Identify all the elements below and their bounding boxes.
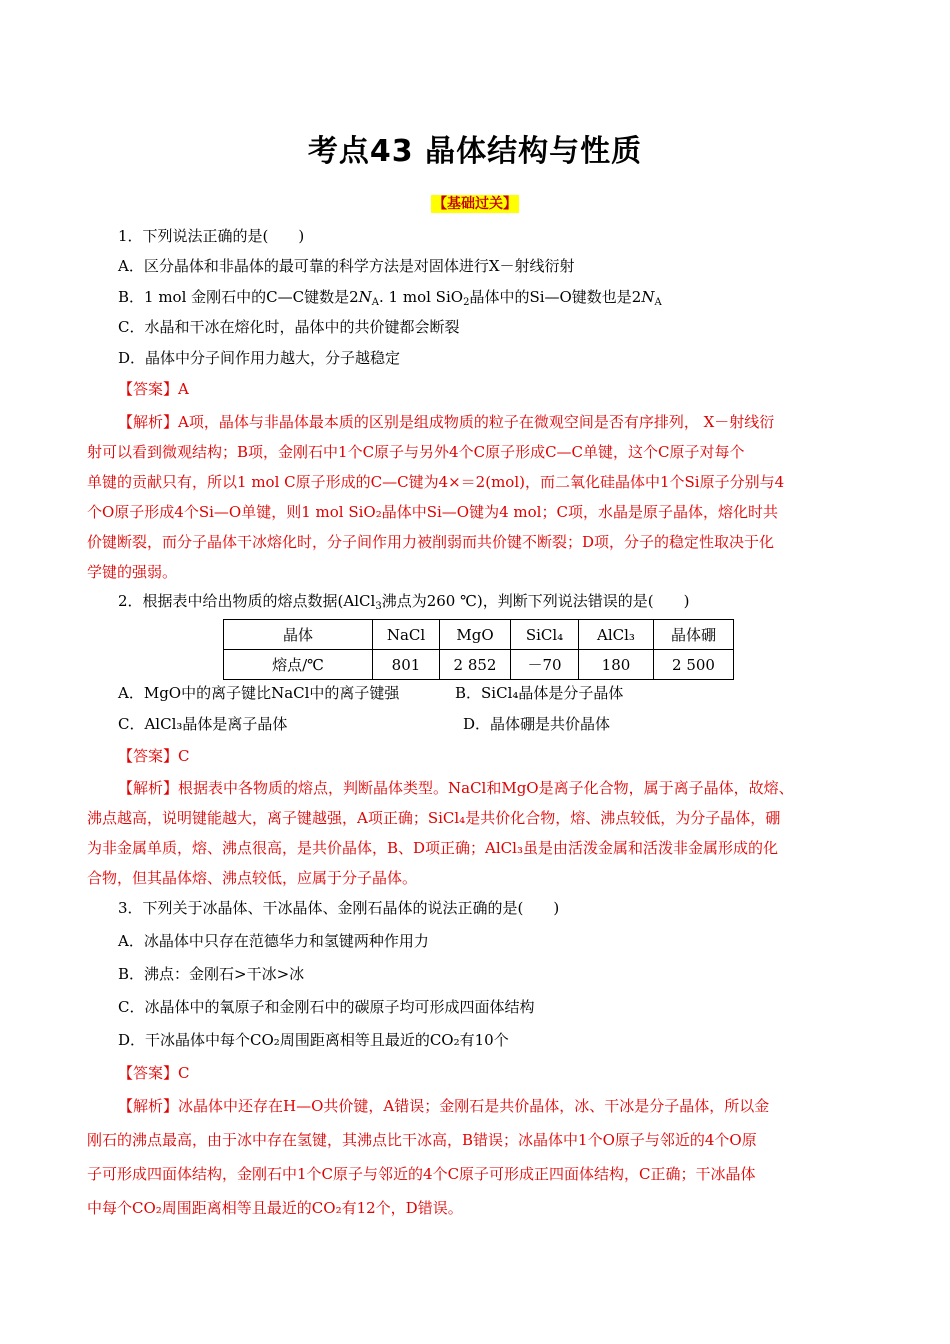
table-cell: MgO <box>440 620 511 650</box>
table-cell: SiCl₄ <box>511 620 579 650</box>
question-3-stem: 3．下列关于冰晶体、干冰晶体、金刚石晶体的说法正确的是( ) <box>118 899 560 917</box>
question-2-answer: 【答案】C <box>118 747 190 765</box>
question-1-explanation-line: 射可以看到微观结构；B项，金刚石中1个C原子与另外4个C原子形成C—C单键，这个C原子对每个 <box>87 443 745 461</box>
question-2-option-a: A．MgO中的离子键比NaCl中的离子键强 <box>118 684 400 702</box>
question-2-explanation-line: 为非金属单质，熔、沸点很高，是共价晶体，B、D项正确；AlCl₃虽是由活泼金属和活泼非金属形成的化 <box>87 839 778 857</box>
table-cell: －70 <box>511 650 579 680</box>
table-cell: NaCl <box>373 620 440 650</box>
table-cell: 2 500 <box>654 650 734 680</box>
melting-point-table <box>223 619 734 680</box>
section-label: 【基础过关】 <box>433 196 517 212</box>
table-cell: 180 <box>579 650 654 680</box>
question-1-explanation-line: 个O原子形成4个Si—O单键，则1 mol SiO₂晶体中Si—O键为4 mol；C项，水晶是原子晶体，熔化时共 <box>87 503 778 521</box>
table-row <box>224 650 734 680</box>
question-1-explanation-line: 学键的强弱。 <box>87 563 178 581</box>
question-3-option-d: D．干冰晶体中每个CO₂周围距离相等且最近的CO₂有10个 <box>118 1031 509 1049</box>
question-2-option-c: C．AlCl₃晶体是离子晶体 <box>118 715 288 733</box>
question-1-stem: 1．下列说法正确的是( ) <box>118 227 305 245</box>
page-title: 考点43 晶体结构与性质 <box>307 134 643 169</box>
question-1-explanation-line: 【解析】A项，晶体与非晶体最本质的区别是组成物质的粒子在微观空间是否有序排列， X－射线衍 <box>118 413 775 431</box>
question-3-explanation-line: 中每个CO₂周围距离相等且最近的CO₂有12个，D错误。 <box>87 1199 463 1217</box>
question-1-option-b: B．1 mol 金刚石中的C—C键数是$2N_A$. 1 mol SiO$_2$晶体中的Si—O键数也是$2N_A$ <box>118 288 662 308</box>
question-2-explanation-line: 合物，但其晶体熔、沸点较低，应属于分子晶体。 <box>87 869 418 887</box>
question-3-explanation-line: 【解析】冰晶体中还存在H—O共价键，A错误；金刚石是共价晶体，冰、干冰是分子晶体，所以金 <box>118 1097 770 1115</box>
table-cell: AlCl₃ <box>579 620 654 650</box>
table-header-row <box>224 620 734 650</box>
table-cell: 晶体硼 <box>654 620 734 650</box>
table-cell: 熔点/℃ <box>224 650 373 680</box>
question-1-answer: 【答案】A <box>118 380 189 398</box>
question-3-explanation-line: 刚石的沸点最高，由于冰中存在氢键，其沸点比干冰高，B错误；冰晶体中1个O原子与邻近的4个O原 <box>87 1131 757 1149</box>
question-2-explanation-line: 【解析】根据表中各物质的熔点，判断晶体类型。NaCl和MgO是离子化合物，属于离子晶体，故熔、 <box>118 779 794 797</box>
table-cell: 2 852 <box>440 650 511 680</box>
question-1-option-d: D．晶体中分子间作用力越大，分子越稳定 <box>118 349 401 367</box>
question-1-option-c: C．水晶和干冰在熔化时，晶体中的共价键都会断裂 <box>118 318 460 336</box>
question-3-option-a: A．冰晶体中只存在范德华力和氢键两种作用力 <box>118 932 429 950</box>
question-3-option-b: B．沸点：金刚石>干冰>冰 <box>118 965 305 983</box>
question-2-option-b: B．SiCl₄晶体是分子晶体 <box>455 684 624 702</box>
question-3-explanation-line: 子可形成四面体结构，金刚石中1个C原子与邻近的4个C原子可形成正四面体结构，C正确；干冰晶体 <box>87 1165 756 1183</box>
question-2-option-d: D．晶体硼是共价晶体 <box>463 715 611 733</box>
question-2-stem: 2．根据表中给出物质的熔点数据(AlCl$_3$沸点为260 ℃)，判断下列说法错误的是( ) <box>118 592 690 612</box>
table-cell: 晶体 <box>224 620 373 650</box>
question-2-explanation-line: 沸点越高，说明键能越大，离子键越强，A项正确；SiCl₄是共价化合物，熔、沸点较低，为分子晶体，硼 <box>87 809 781 827</box>
question-3-answer: 【答案】C <box>118 1064 190 1082</box>
question-1-option-a: A．区分晶体和非晶体的最可靠的科学方法是对固体进行X－射线衍射 <box>118 257 575 275</box>
question-1-explanation-line: 单键的贡献只有，所以1 mol C原子形成的C—C键为4×＝2(mol)，而二氧化硅晶体中1个Si原子分别与4 <box>87 473 785 491</box>
question-1-explanation-line: 价键断裂，而分子晶体干冰熔化时，分子间作用力被削弱而共价键不断裂；D项，分子的稳定性取决于化 <box>87 533 775 551</box>
table-cell: 801 <box>373 650 440 680</box>
question-3-option-c: C．冰晶体中的氧原子和金刚石中的碳原子均可形成四面体结构 <box>118 998 535 1016</box>
